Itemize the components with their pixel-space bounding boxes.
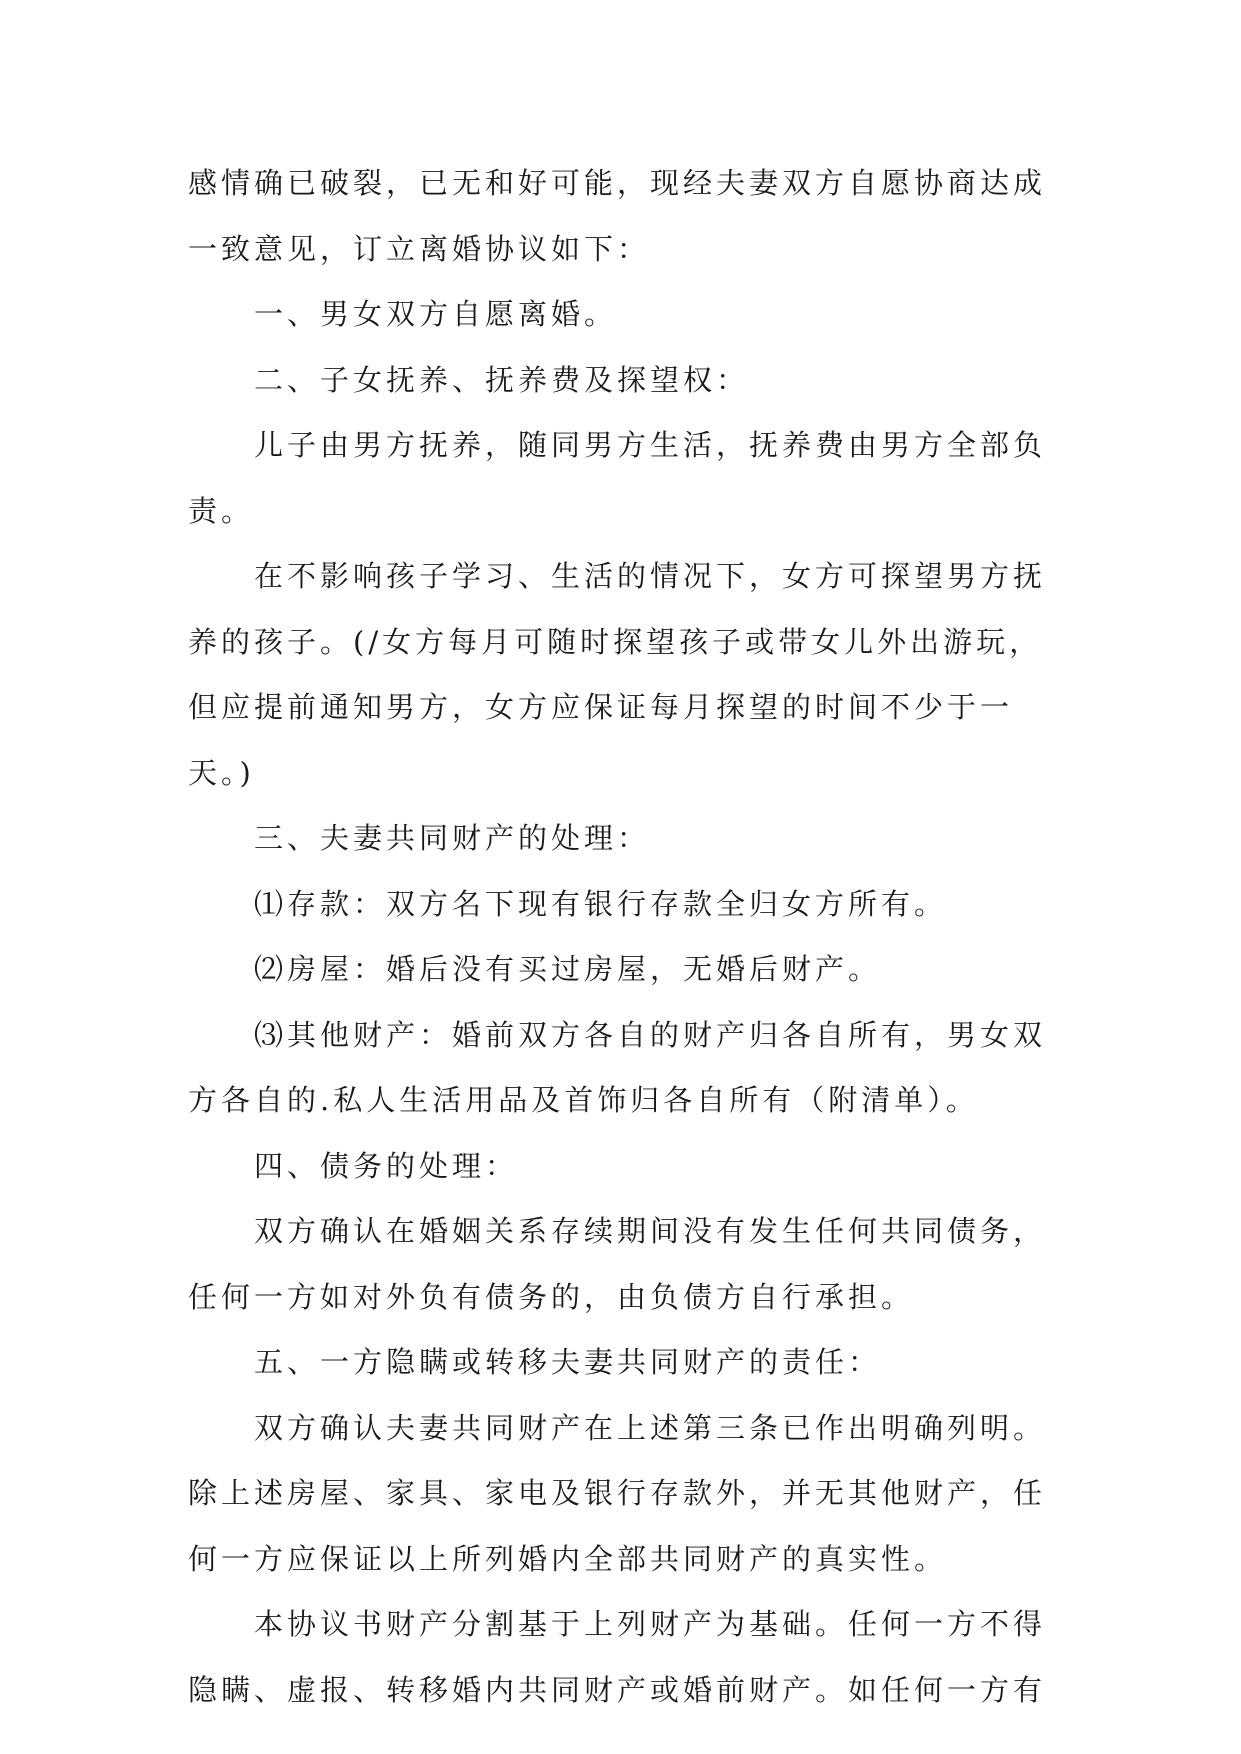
text-line: 儿子由男方抚养，随同男方生活，抚养费由男方全部负 — [254, 428, 1047, 462]
text-line: 除上述房屋、家具、家电及银行存款外，并无其他财产，任 — [188, 1476, 1047, 1510]
clause-heading-2: 二、子女抚养、抚养费及探望权： — [254, 362, 750, 397]
document-body — [188, 158, 1068, 1730]
clause-heading-4: 四、债务的处理： — [254, 1148, 519, 1183]
sub-item-2: ⑵房屋：婚后没有买过房屋，无婚后财产。 — [254, 952, 882, 986]
text-line: 天。) — [188, 755, 255, 790]
text-line: 感情确已破裂，已无和好可能，现经夫妻双方自愿协商达成 — [188, 166, 1047, 200]
text-line: 方各自的.私人生活用品及首饰归各自所有（附清单）。 — [188, 1083, 979, 1117]
text-line: 何一方应保证以上所列婚内全部共同财产的真实性。 — [188, 1541, 948, 1576]
text-line: 隐瞒、虚报、转移婚内共同财产或婚前财产。如任何一方有 — [188, 1672, 1047, 1707]
text-line: 一致意见，订立离婚协议如下： — [188, 231, 651, 266]
text-line: 但应提前通知男方，女方应保证每月探望的时间不少于一 — [188, 690, 1014, 724]
sub-item-3: ⑶其他财产：婚前双方各自的财产归各自所有，男女双 — [254, 1017, 1047, 1052]
text-line: 任何一方如对外负有债务的，由负债方自行承担。 — [188, 1279, 915, 1314]
clause-heading-3: 三、夫妻共同财产的处理： — [254, 821, 651, 855]
clause-heading-5: 五、一方隐瞒或转移夫妻共同财产的责任： — [254, 1345, 882, 1379]
text-line: 在不影响孩子学习、生活的情况下，女方可探望男方抚 — [254, 559, 1047, 593]
sub-item-1: ⑴存款：双方名下现有银行存款全归女方所有。 — [254, 886, 948, 921]
text-line: 本协议书财产分割基于上列财产为基础。任何一方不得 — [254, 1607, 1047, 1641]
text-line: 双方确认夫妻共同财产在上述第三条已作出明确列明。 — [254, 1410, 1047, 1445]
clause-heading-1: 一、男女双方自愿离婚。 — [254, 297, 618, 331]
text-line: 养的孩子。(/女方每月可随时探望孩子或带女儿外出游玩， — [188, 624, 1043, 659]
text-line: 责。 — [188, 493, 255, 528]
text-line: 双方确认在婚姻关系存续期间没有发生任何共同债务， — [254, 1214, 1047, 1248]
